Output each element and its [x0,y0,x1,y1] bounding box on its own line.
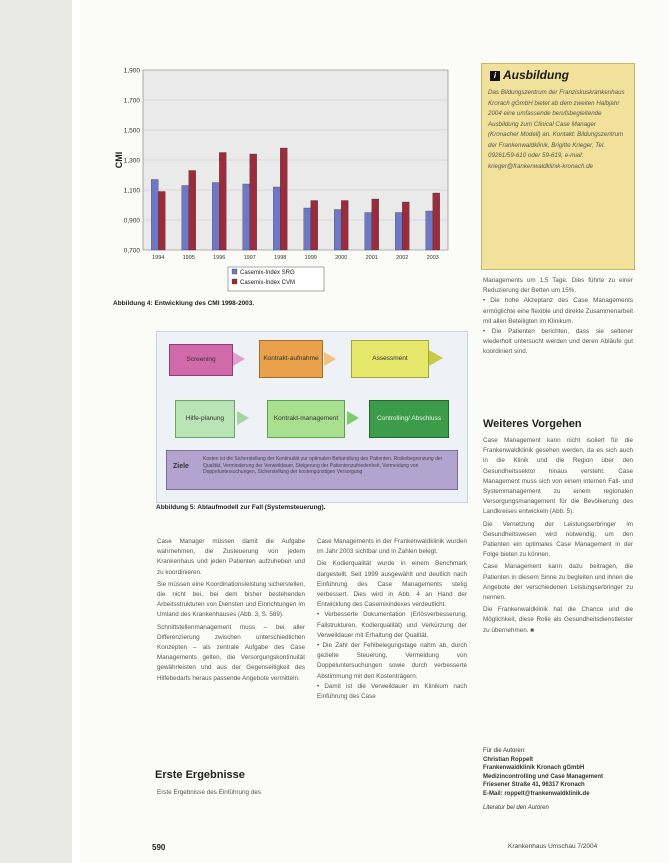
author-block [483,747,633,813]
bar [304,208,311,250]
x-tick-label: 2000 [335,255,348,261]
bar [219,153,226,251]
col2-paragraph-1: Case Managements in der Frankenwaldklinik wurden im Jahr 2003 sichtbar und in Zahlen belegt. [317,538,467,556]
x-tick-label: 1999 [304,255,317,261]
bar [273,187,280,250]
bar [182,186,189,251]
box-controlling: Controlling/ Abschluss [369,400,449,438]
y-tick-label: 1,700 [123,97,140,105]
infobox-heading [490,68,569,82]
x-tick-label: 1996 [213,255,226,261]
box-screening: Screening [169,344,233,376]
y-tick-label: 1,300 [123,157,140,165]
ziele-text: Kosten ist die Sicherstellung der Kontinuität zur optimalen Behandlung des Patienten. Risikobegrenzung der Qualität, Verminderung der Verweildauer, Steigerung der Patientenzufriedenheit, Vermeidung von Doppeluntersuchungen, Sicherstellung der kostengünstigen Versorgung [203,456,443,475]
author-name: Christian Roppelt [483,756,534,763]
x-tick-label: 1995 [182,255,195,261]
col2-bullet-1: • Verbesserte Dokumentation (Erlösverbesserung, Fallstrukturen, Kodierqualität) und Verkürzung der Verweildauer mit Erhaltung der Qualität. [317,611,467,639]
x-tick-label: 2001 [365,255,378,261]
arrow-1 [233,352,245,366]
arrow-4 [237,411,249,425]
col2-bullet-2: • Die Zahl der Fehlbelegungstage nahm ab, durch gezielte Steuerung, Vermeidung von Doppeluntersuchungen sowie durch verbesserte Abstimmung mit den Kostenträgern. [317,642,467,680]
heading-erste-ergebnisse: Erste Ergebnisse [155,769,245,781]
column-3-body [483,436,633,636]
bar [189,171,196,251]
bar [212,183,219,251]
y-tick-label: 1,100 [123,187,140,195]
bar [402,202,409,250]
author-address: Friesener Straße 41, 96317 Kronach [483,782,585,788]
process-diagram [156,331,468,503]
ziele-label: Ziele [173,463,189,470]
heading-weiteres-vorgehen: Weiteres Vorgehen [483,418,582,430]
bar [280,148,287,250]
bar [311,201,318,251]
column-2 [317,537,467,702]
col1-paragraph-1: Case Manager müssen damit die Aufgabe wahrnehmen, die Zusteuerung von jedem Krankenhaus und jeden Patienten aufzuheben und zu koordinieren. [157,538,305,576]
x-tick-label: 2002 [396,255,409,261]
page-number: 590 [152,843,166,852]
box-assessment: Assessment [351,340,429,378]
cmi-bar-chart [113,62,455,302]
bar [158,192,165,251]
infobox-text: Das Bildungszentrum der Franziskuskrankenhaus Krorach gGmbH bietet ab dem zweiten Halbjahr 2004 eine umfassende berufsbegleitende Ausbildung zum Clinical Case Manager (Kronacher Modell) an. Kontakt: Bildungszentrum der Frankenwaldklinik, Brigitte Krieger, Tel. 09261/59-610 oder 59-619, e-mail: krieger@frankenwaldklinik-kronach.de [488,89,625,170]
y-tick-label: 0,700 [123,247,140,255]
author-dept: Medizincontrolling und Case Management [483,773,604,780]
legend-label: Casemix-Index CVM [240,280,296,286]
chart-svg [113,62,455,302]
bar [250,154,257,250]
y-tick-label: 1,500 [123,127,140,135]
arrow-3 [429,350,443,366]
bar [395,213,402,251]
bar [151,180,158,251]
authors-label: Für die Autoren: [483,748,526,754]
legend-swatch [232,279,237,284]
bar [243,184,250,250]
x-tick-label: 2003 [426,255,439,261]
x-tick-label: 1998 [274,255,287,261]
author-org: Frankenwaldklinik Kronach gGmbH [483,765,585,771]
scan-margin [0,0,72,863]
literature-note: Literatur bei den Autoren [483,805,549,811]
bar [426,211,433,250]
col3-paragraph-4: Case Management kann dazu beitragen, die Patienten in diesem Sinne zu begleiten und ihnen die Angebote der verschiedenen Leistungserbringer zu nennen. [483,563,633,602]
col1-paragraph-4: Erste Ergebnisse des Einführung des [157,789,261,796]
y-tick-label: 1,900 [123,67,140,75]
journal-name: Krankenhaus Umschau 7/2004 [508,843,598,850]
bar [341,201,348,251]
y-tick-label: 0,900 [123,217,140,225]
bar [334,210,341,251]
col2-bullet-3: • Damit ist die Verweildauer im Klinikum nach Einführung des Case [317,682,467,701]
col3-paragraph-3: Die Vernetzung der Leistungserbringer im Gesundheitswesen wird notwendig, um den Patienten ein optimales Case Management in der Folge bieten zu können. [483,520,633,559]
figure-4-caption: Abbildung 4: Entwicklung des CMI 1998-2003. [113,300,255,307]
col3-paragraph-2: Case Management kann nicht isoliert für die Frankenwaldklinik gesehen werden, da es sich auch in die Klinik und die Region über den Gesundheitssektor hinaus versteht. Case Management muss sich von einem internen Fall- und Systemmanagement zu einem regionalen Versorgungsmanagement für die Bevölkerung des Landkreises entwickeln (Abb. 5). [483,437,633,516]
legend-swatch [232,269,237,274]
column-1 [157,537,305,684]
col3-bullet-2: • Die Patienten berichten, dass sie seltener wiederholt untersucht werden und deren Abläufe gut koordiniert sind. [483,328,633,356]
bar [433,193,440,250]
infobox-title: Ausbildung [503,68,569,82]
column-3-top [483,276,633,358]
x-tick-label: 1997 [243,255,256,261]
col3-bullet-1: • Die hohe Akzeptanz des Case Managements ermöglichte eine flexible und direkte Zusammenarbeit mit allen Beteiligten im Klinikum. [483,297,633,325]
arrow-5 [347,411,359,425]
info-icon: i [490,71,500,81]
ziele-bar [166,450,458,490]
col3-paragraph-1: Managements um 1,5 Tage. Dies führte zu einer Reduzierung der Betten um 15%. [483,277,633,295]
y-axis-label: CMI [114,151,124,169]
box-kontraktaufnahme: Kontrakt-aufnahme [259,340,323,378]
bar [365,213,372,251]
ausbildung-infobox [481,63,635,270]
x-tick-label: 1994 [152,255,165,261]
box-kontraktmanagement: Kontrakt-management [267,400,345,438]
col1-paragraph-2: Sie müssen eine Koordinationsleistung sicherstellen, die nicht bei, bei dem bisher bestehenden Arbeitsstrukturen von Diensten und Einrichtungen im Umland des Krankenhauses (Abb. 3, S. 589). [157,580,305,619]
bar [372,199,379,250]
col2-paragraph-2: Die Kodierqualität wurde in einem Benchmark dargestellt. Seit 1999 ausgewählt und deutlich nach Einführung des Case Managements stetig verbessert. Dies wird in Abb. 4 an Hand der Entwicklung des Casemixindexes verdeutlicht. [317,560,467,609]
legend-label: Casemix-Index SRG [240,270,295,276]
arrow-2 [324,352,336,366]
figure-5-caption: Abbildung 5: Ablaufmodell zur Fall (Systemsteuerung). [156,504,326,511]
author-email: E-Mail: roppelt@frankenwaldklinik.de [483,790,590,797]
col1-paragraph-3: Schnittstellenmanagement muss – bei aller Differenzierung zwischen unterschiedlichen Konzepten – als zentrale Aufgabe des Case Managements gelten, die Versorgungskontinuität gewährleisten und aus der Gegenseitigkeit des Hilfebedarfs heraus passende Angebote vermitteln. [157,623,305,682]
col3-paragraph-5: Die Frankenwaldklinik hat die Chance und die Möglichkeit, diese Rolle als Gesundheitsdienstleister zu übernehmen. ■ [483,606,633,634]
box-hilfeplanung: Hilfe-planung [175,400,235,438]
